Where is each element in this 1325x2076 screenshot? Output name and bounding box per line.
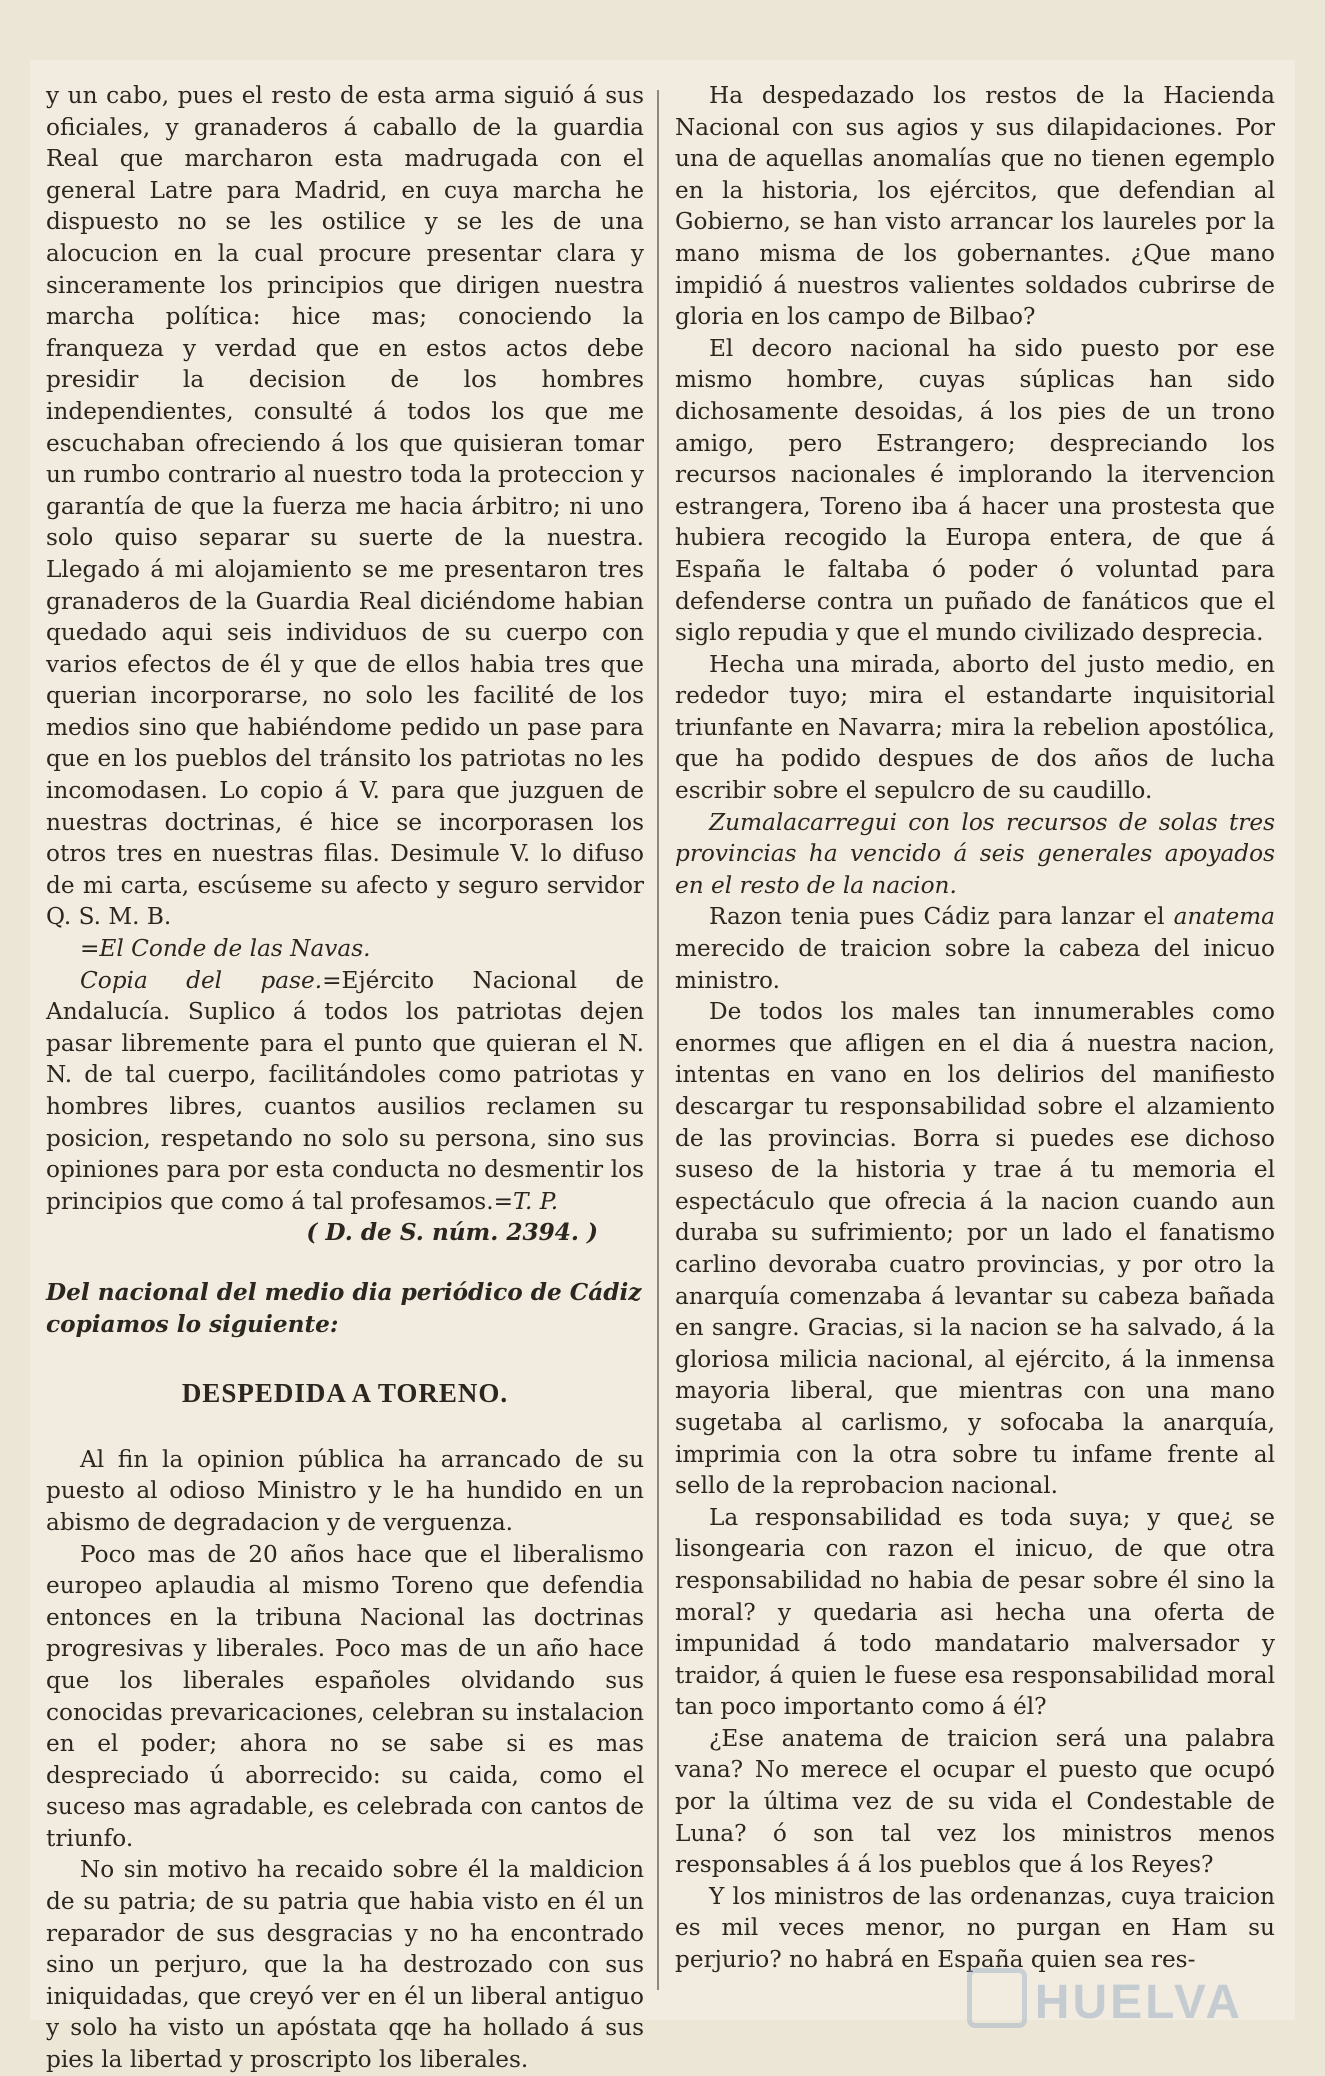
pase-text: =Ejército Nacional de Andalucía. Suplico á todos los patriotas dejen pasar libremente para el punto que quieran el N. N. de tal cuerpo, facilitándoles como patriotas y hombres libres, cuantos ausilios reclamen su posicion, respetando no solo su persona, sino sus opiniones para por esta conducta no desmentir los principios que como á tal profesamos.	[46, 966, 644, 1215]
source-citation: ( D. de S. núm. 2394. )	[306, 1219, 598, 1247]
watermark: HUELVA	[1034, 1976, 1243, 2029]
p7-text-c: merecido de traicion sobre la cabeza del inicuo ministro.	[675, 935, 1275, 994]
column-divider	[657, 90, 659, 1990]
article-heading: DESPEDIDA A TORENO.	[181, 1378, 509, 1409]
p7-text-a: Razon tenia pues Cádiz para lanzar el	[709, 903, 1174, 931]
letter-signature: =El Conde de las Navas.	[80, 935, 371, 963]
article-quote: Zumalacarregui con los recursos de solas tres provincias ha vencido á seis generales apoyados en el resto de la nacion.	[675, 808, 1275, 899]
newspaper-page	[30, 60, 1295, 2074]
article-paragraph-10: ¿Ese anatema de traicion será una palabra vana? No merece el ocupar el puesto que ocupó por la última vez de su vida el Condestable de Luna? ó son tal vez los ministros menos responsables á á los pueblos que á los Reyes?	[675, 1724, 1275, 1879]
article-paragraph-11: Y los ministros de las ordenanzas, cuya traicion es mil veces menor, no purgan en Ham su perjurio? no habrá en España quien sea res-	[675, 1882, 1275, 1974]
pase-paragraph	[46, 965, 644, 1218]
article-intro: Del nacional del medio dia periódico de Cádiz copiamos lo siguiente:	[46, 1278, 642, 1338]
article-paragraph-1: Al fin la opinion pública ha arrancado de su puesto al odioso Ministro y le ha hundido en un abismo de degradacion y de verguenza.	[46, 1445, 644, 1536]
left-column	[46, 80, 644, 2074]
article-paragraph-8: De todos los males tan innumerables como enormes que afligen en el dia á nuestra nacion, intentas en vano en los delirios del manifiesto descargar tu responsabilidad sobre el alzamiento de las provincias. Borra si puedes ese dichoso suseso de la historia y trae á tu memoria el espectáculo que ofrecia á la nacion cuando aun duraba su sufrimiento; por un lado el fanatismo carlino devoraba cuatro provincias, y por otro la anarquía comenzaba á levantar su cabeza bañada en sangre. Gracias, si la nacion se ha salvado, á la gloriosa milicia nacional, al ejército, á la inmensa mayoria liberal, que mientras con una mano sugetaba al carlismo, y sofocaba la anarquía, imprimia con la otra sobre tu infame frente al sello de la reprobacion nacional.	[675, 998, 1275, 1500]
article-paragraph-5: El decoro nacional ha sido puesto por ese mismo hombre, cuyas súplicas han sido dichosamente desoidas, á los pies de un trono amigo, pero Estrangero; despreciando los recursos nacionales é implorando la itervencion estrangera, Toreno iba á hacer una prostesta que hubiera recogido la Europa entera, de que á España le faltaba ó poder ó voluntad para defenderse contra un puñado de fanáticos que el siglo repudia y que el mundo civilizado desprecia.	[675, 334, 1275, 647]
right-column	[675, 80, 1275, 2020]
pase-label: Copia del pase.	[80, 966, 323, 994]
article-paragraph-3: No sin motivo ha recaido sobre él la maldicion de su patria; de su patria que habia visto en él un reparador de sus desgracias y no ha encontrado sino un perjuro, que la ha destrozado con sus iniquidadas, que creyó ver en él un liberal antiguo y solo ha visto un apóstata qqe ha hollado á sus pies la libertad y proscripto los liberales.	[46, 1856, 644, 2074]
library-logo-icon	[967, 1968, 1027, 2028]
anatema-word: anatema	[1173, 903, 1275, 931]
letter-paragraph: y un cabo, pues el resto de esta arma siguió á sus oficiales, y granaderos á caballo de la guardia Real que marcharon esta madrugada con el general Latre para Madrid, en cuya marcha he dispuesto no se les ostilice y se les de una alocucion en la cual procure presentar clara y sinceramente los principios que dirigen nuestra marcha política: hice mas; conociendo la franqueza y verdad que en estos actos debe presidir la decision de los hombres independientes, consulté á todos los que me escuchaban ofreciendo á los que quisieran tomar un rumbo contrario al nuestro toda la proteccion y garantía de que la fuerza me hacia árbitro; ni uno solo quiso separar su suerte de la nuestra. Llegado á mi alojamiento se me presentaron tres granaderos de la Guardia Real diciéndome habian quedado aqui seis individuos de su cuerpo con varios efectos de él y que de ellos habia tres que querian incorporarse, no solo les facilité de los medios sino que habiéndome pedido un pase para que en los pueblos del tránsito los patriotas no les incomodasen. Lo copio á V. para que juzguen de nuestras doctrinas, é hice se incorporasen los otros tres en nuestras filas. Desimule V. lo difuso de mi carta, escúseme su afecto y seguro servidor Q. S. M. B.	[46, 82, 644, 931]
article-paragraph-7	[675, 901, 1275, 996]
pase-signature: =T. P.	[493, 1187, 559, 1215]
article-paragraph-4: Ha despedazado los restos de la Hacienda Nacional con sus agios y sus dilapidaciones. Por una de aquellas anomalías que no tienen egemplo en la historia, los ejércitos, que defendian al Gobierno, se han visto arrancar los laureles por la mano misma de los gobernantes. ¿Que mano impidió á nuestros valientes soldados cubrirse de gloria en los campo de Bilbao?	[675, 82, 1275, 331]
article-paragraph-6: Hecha una mirada, aborto del justo medio, en rededor tuyo; mira el estandarte inquisitorial triunfante en Navarra; mira la rebelion apostólica, que ha podido despues de dos años de lucha escribir sobre el sepulcro de su caudillo.	[675, 650, 1275, 805]
article-paragraph-2: Poco mas de 20 años hace que el liberalismo europeo aplaudia al mismo Toreno que defendia entonces en la tribuna Nacional las doctrinas progresivas y liberales. Poco mas de un año hace que los liberales españoles olvidando sus conocidas prevaricaciones, celebran su instalacion en el poder; ahora no se sabe si es mas despreciado ú aborrecido: su caida, como el suceso mas agradable, es celebrada con cantos de triunfo.	[46, 1540, 644, 1852]
article-paragraph-9: La responsabilidad es toda suya; y que¿ se lisongearia con razon el inicuo, de que otra responsabilidad no habia de pesar sobre él sino la moral? y quedaria asi hecha una oferta de impunidad á todo mandatario malversador y traidor, á quien le fuese esa responsabilidad moral tan poco importanto como á él?	[675, 1503, 1275, 1721]
